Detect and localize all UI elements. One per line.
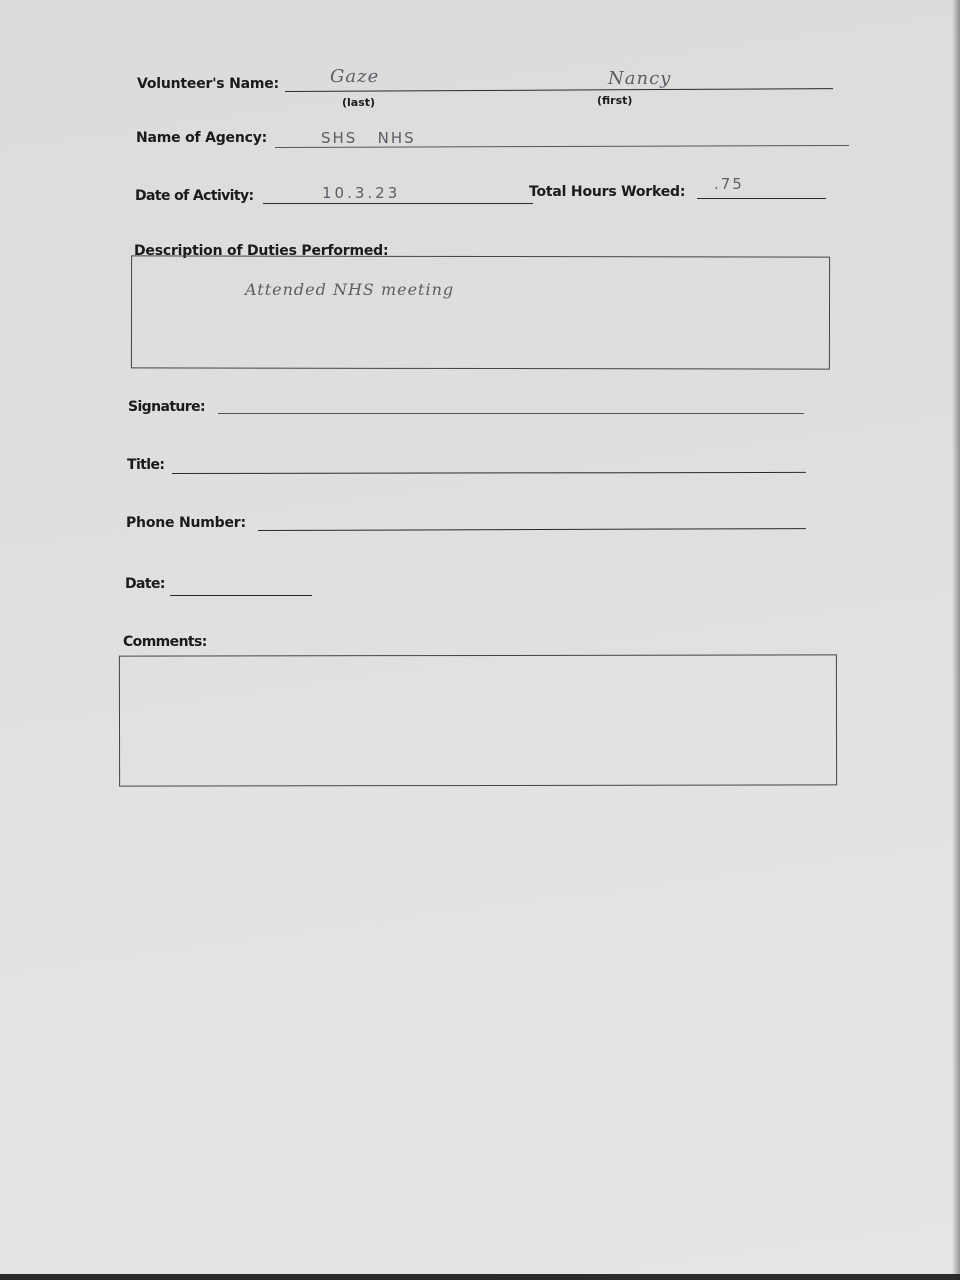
first-name-value[interactable]: Nancy	[608, 68, 672, 89]
agency-value[interactable]: SHS NHS	[321, 129, 416, 147]
phone-number-label: Phone Number:	[126, 515, 246, 531]
date-line[interactable]	[170, 595, 312, 596]
first-name-caption: (first)	[597, 94, 633, 107]
date-of-activity-value[interactable]: 10.3.23	[322, 184, 401, 202]
title-line[interactable]	[172, 472, 806, 474]
date-label: Date:	[125, 576, 165, 592]
phone-number-line[interactable]	[258, 528, 806, 531]
signature-label: Signature:	[128, 399, 205, 415]
last-name-value[interactable]: Gaze	[330, 66, 380, 87]
last-name-caption: (last)	[342, 96, 376, 109]
total-hours-line	[697, 198, 826, 199]
date-of-activity-line	[263, 203, 533, 204]
description-value[interactable]: Attended NHS meeting	[245, 280, 455, 299]
agency-label: Name of Agency:	[136, 130, 268, 146]
date-of-activity-label: Date of Activity:	[135, 188, 254, 204]
volunteer-name-line	[285, 88, 833, 92]
comments-box[interactable]	[119, 654, 837, 786]
total-hours-label: Total Hours Worked:	[529, 184, 686, 200]
description-box[interactable]	[131, 255, 830, 369]
page-edge-shadow	[952, 0, 960, 1274]
comments-label: Comments:	[123, 634, 207, 650]
signature-line[interactable]	[218, 413, 804, 414]
volunteer-name-label: Volunteer's Name:	[137, 76, 279, 92]
title-label: Title:	[127, 457, 165, 473]
total-hours-value[interactable]: .75	[714, 175, 744, 193]
description-label: Description of Duties Performed:	[134, 243, 389, 259]
